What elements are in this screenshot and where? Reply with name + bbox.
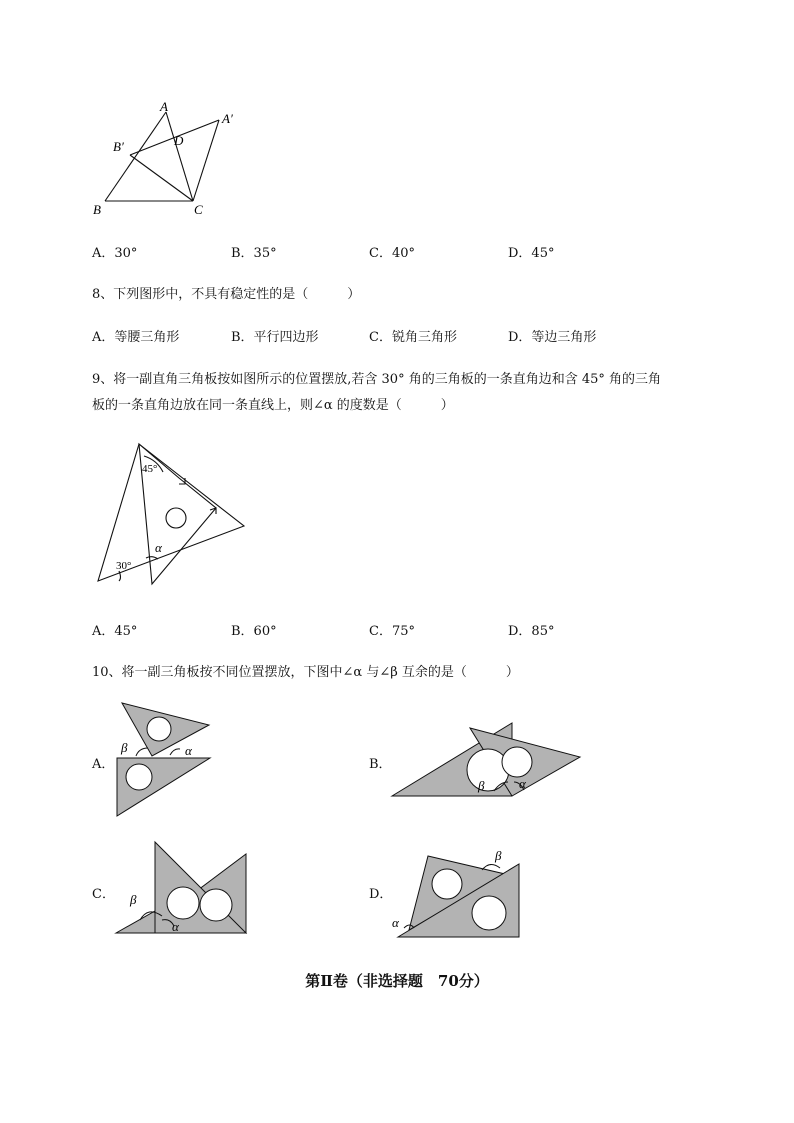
q7-figure bbox=[85, 95, 255, 220]
q10-a-alpha: α bbox=[185, 743, 192, 758]
q7-option-b[interactable]: B．35° bbox=[231, 246, 277, 261]
q8-stem: 8、下列图形中，不具有稳定性的是（ ） bbox=[92, 287, 361, 302]
q9-option-c[interactable]: C．75° bbox=[369, 624, 415, 639]
q10-d-alpha: α bbox=[392, 915, 399, 930]
q9-angle-45-label: 45° bbox=[142, 463, 158, 475]
q9-stem-line2: 板的一条直角边放在同一条直线上，则∠α 的度数是（ ） bbox=[92, 398, 454, 413]
q10-option-c-label[interactable]: C． bbox=[92, 887, 115, 902]
q9-figure bbox=[92, 438, 252, 588]
q10-c-beta: β bbox=[130, 892, 137, 907]
q10-b-alpha: α bbox=[519, 776, 526, 791]
q9-alpha-label: α bbox=[155, 540, 162, 555]
q10-option-a-label[interactable]: A． bbox=[92, 757, 115, 772]
q7-option-c[interactable]: C．40° bbox=[369, 246, 415, 261]
q10-option-d-label[interactable]: D． bbox=[369, 887, 393, 902]
q10-option-b-label[interactable]: B． bbox=[369, 757, 392, 772]
label-D: D bbox=[174, 133, 184, 148]
q9-stem-line1: 9、将一副直角三角板按如图所示的位置摆放,若含 30° 角的三角板的一条直角边和含 45° 角的三角 bbox=[92, 372, 662, 387]
q10-c-alpha: α bbox=[172, 919, 179, 934]
q10-figure-d[interactable] bbox=[390, 840, 525, 940]
q8-option-d[interactable]: D．等边三角形 bbox=[508, 330, 597, 345]
section-title: 第Ⅱ卷（非选择题 70分） bbox=[305, 972, 489, 990]
q7-option-d[interactable]: D．45° bbox=[508, 246, 555, 261]
q9-option-a[interactable]: A．45° bbox=[92, 624, 138, 639]
q10-stem: 10、将一副三角板按不同位置摆放，下图中∠α 与∠β 互余的是（ ） bbox=[92, 665, 519, 680]
label-A: A bbox=[160, 99, 168, 114]
label-C: C bbox=[194, 202, 203, 217]
label-B-prime: B′ bbox=[113, 139, 124, 154]
q10-b-beta: β bbox=[478, 778, 485, 793]
q7-option-a[interactable]: A．30° bbox=[92, 246, 138, 261]
q10-figure-b[interactable] bbox=[390, 720, 585, 800]
q10-d-beta: β bbox=[495, 848, 502, 863]
label-B: B bbox=[93, 202, 101, 217]
q10-figure-a[interactable] bbox=[112, 698, 222, 820]
q10-a-beta: β bbox=[121, 740, 128, 755]
q9-angle-30-label: 30° bbox=[116, 560, 132, 572]
q9-option-b[interactable]: B．60° bbox=[231, 624, 277, 639]
q9-option-d[interactable]: D．85° bbox=[508, 624, 555, 639]
q8-option-a[interactable]: A．等腰三角形 bbox=[92, 330, 180, 345]
q8-option-b[interactable]: B．平行四边形 bbox=[231, 330, 319, 345]
q8-option-c[interactable]: C．锐角三角形 bbox=[369, 330, 457, 345]
label-A-prime: A′ bbox=[222, 111, 233, 126]
q10-figure-c[interactable] bbox=[112, 838, 252, 938]
